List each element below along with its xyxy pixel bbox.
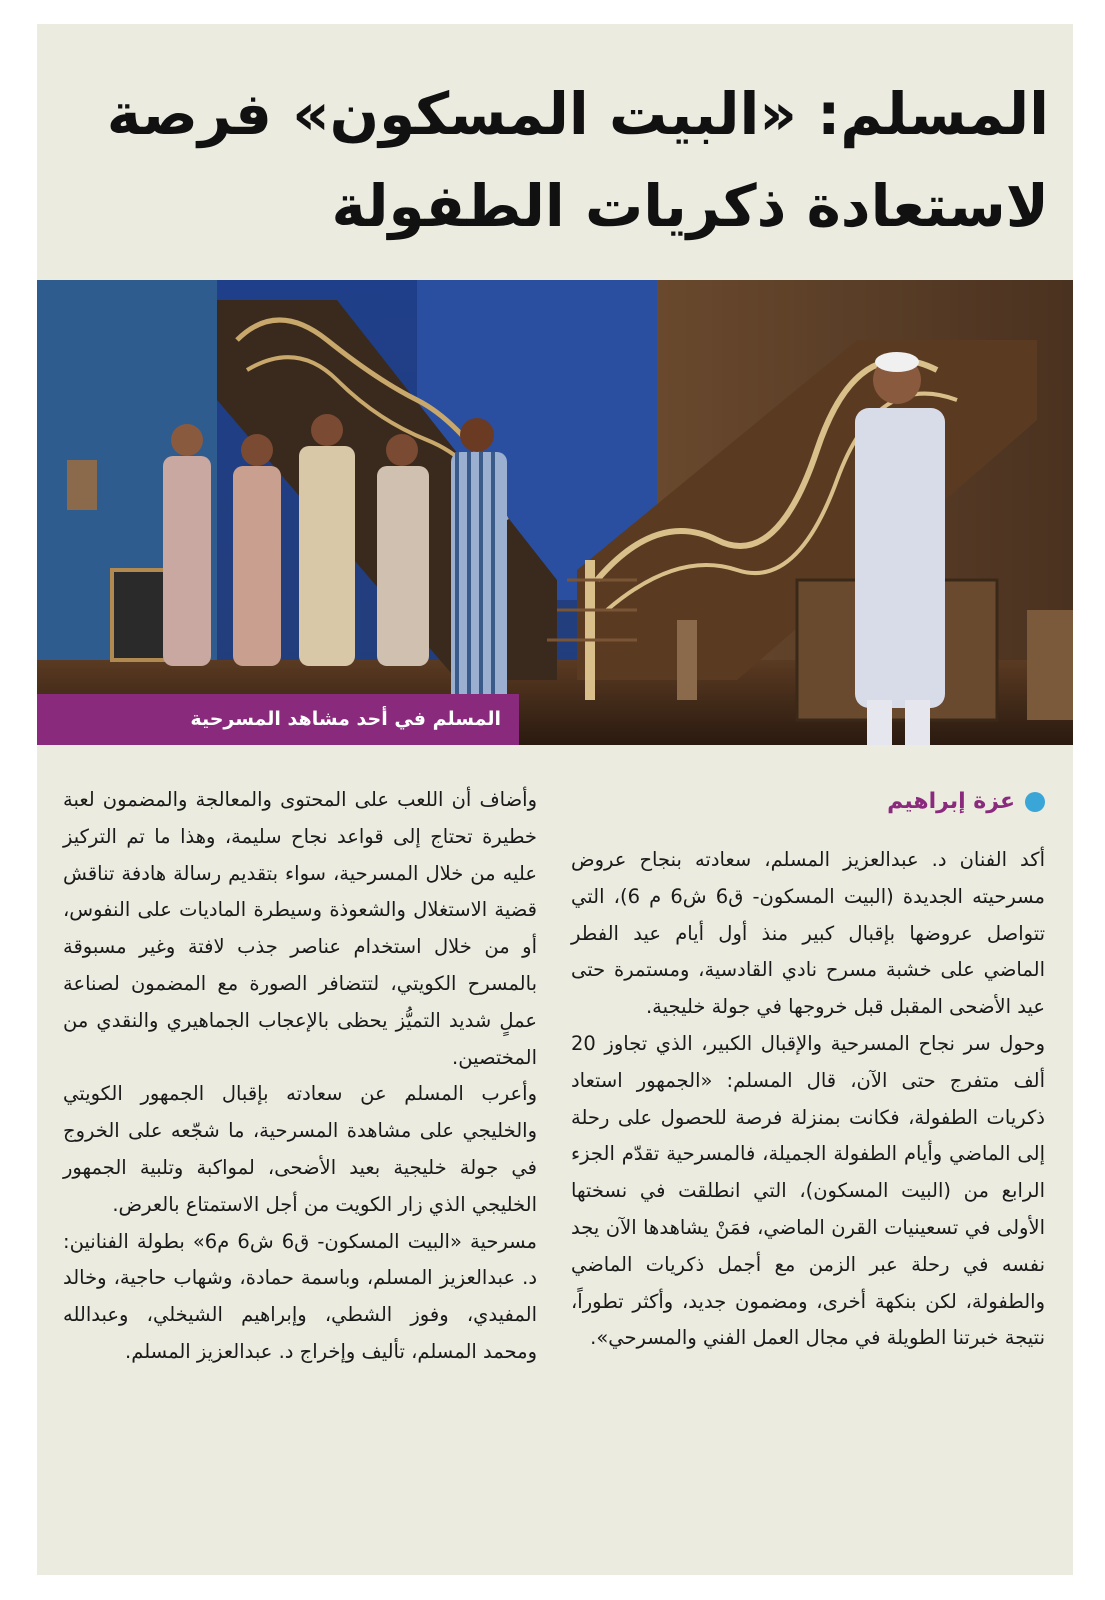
- article-column-right: [571, 782, 1045, 1357]
- stage-scene-illustration: [37, 280, 1073, 745]
- headline-line-2: لاستعادة ذكريات الطفولة: [331, 172, 1049, 240]
- byline-author: عزة إبراهيم: [887, 788, 1015, 814]
- main-performer: [855, 352, 945, 745]
- paragraph: أكد الفنان د. عبدالعزيز المسلم، سعادته بنجاح عروض مسرحيته الجديدة (البيت المسكون- ق6 ش6 م 6)، التي تتواصل عروضها بإقبال كبير منذ أول أيام عيد الفطر الماضي على خشبة مسرح نادي القادسية، ومستمرة حتى عيد الأضحى المقبل قبل خروجها في جولة خليجية.: [571, 848, 1045, 1019]
- photo-caption: المسلم في أحد مشاهد المسرحية: [190, 708, 501, 730]
- article-column-left: [63, 782, 537, 1371]
- stage-photo: [37, 280, 1073, 745]
- headline-line-1: المسلم: «البيت المسكون» فرصة: [106, 80, 1049, 148]
- paragraph: وأضاف أن اللعب على المحتوى والمعالجة والمضمون لعبة خطيرة تحتاج إلى قواعد نجاح سليمة، وهذا ما تم التركيز عليه من خلال المسرحية، سواء بتقديم رسالة هادفة تناقش قضية الاستغلال والشعوذة وسيطرة الماديات على النفوس، أو من خلال استخدام عناصر جذب لافتة وغير مسبوقة بالمسرح الكويتي، لتتضافر الصورة مع المضمون لصناعة عملٍ شديد التميُّز يحظى بالإعجاب الجماهيري والنقدي من المختصين.: [63, 788, 537, 1069]
- paragraph: مسرحية «البيت المسكون- ق6 ش6 م6» بطولة الفنانين: د. عبدالعزيز المسلم، وباسمة حمادة، وشهاب حاجية، وخالد المفيدي، وفوز الشطي، وإبراهيم الشيخلي، وعبدالله ومحمد المسلم، تأليف وإخراج د. عبدالعزيز المسلم.: [63, 1229, 537, 1363]
- newspaper-page: [37, 24, 1073, 1575]
- headline: [59, 68, 1049, 252]
- photo-caption-bar: [37, 694, 519, 745]
- headline-block: [37, 24, 1073, 279]
- byline: [571, 782, 1045, 822]
- bullet-dot-icon: [1025, 792, 1045, 812]
- paragraph: وأعرب المسلم عن سعادته بإقبال الجمهور الكويتي والخليجي على مشاهدة المسرحية، ما شجّعه على الخروج في جولة خليجية بعيد الأضحى، لمواكبة وتلبية الجمهور الخليجي الذي زار الكويت من أجل الاستمتاع بالعرض.: [63, 1082, 537, 1216]
- paragraph: وحول سر نجاح المسرحية والإقبال الكبير، الذي تجاوز 20 ألف متفرج حتى الآن، قال المسلم: «الجمهور استعاد ذكريات الطفولة، فكانت بمنزلة فرصة للحصول على رحلة إلى الماضي وأيام الطفولة الجميلة، فالمسرحية تقدّم الجزء الرابع من (البيت المسكون)، التي انطلقت في نسختها الأولى في تسعينيات القرن الماضي، فمَنْ يشاهدها الآن يجد نفسه في رحلة عبر الزمن مع أجمل ذكريات الماضي والطفولة، لكن بنكهة أخرى، ومضمون جديد، وأكثر تطوراً، نتيجة خبرتنا الطويلة في مجال العمل الفني والمسرحي».: [571, 1031, 1045, 1350]
